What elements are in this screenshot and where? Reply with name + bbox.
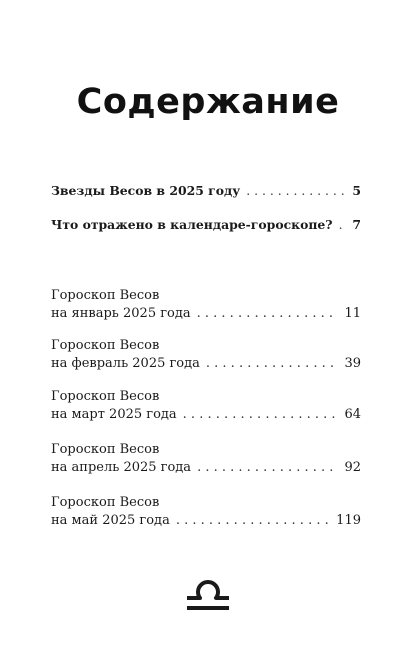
toc-page-number: 39 (344, 356, 361, 371)
toc-entry-title: Гороскоп Весов (51, 389, 160, 404)
toc-page-number: 11 (344, 306, 361, 321)
toc-entry-label: Звезды Весов в 2025 году (51, 183, 241, 198)
toc-page-number: 92 (344, 460, 361, 475)
toc-entry-april[interactable] (51, 460, 361, 475)
toc-leader-dots (246, 183, 346, 198)
toc-entry-may[interactable] (51, 513, 361, 528)
toc-leader-dots (183, 407, 339, 422)
toc-page-number: 5 (352, 183, 361, 198)
toc-entry-title: Гороскоп Весов (51, 442, 160, 457)
toc-entry-title: Гороскоп Весов (51, 495, 160, 510)
toc-entry-stars[interactable] (51, 183, 361, 198)
toc-entry-january[interactable] (51, 306, 361, 321)
toc-entry-label: на март 2025 года (51, 407, 177, 422)
toc-entry-label: на апрель 2025 года (51, 460, 192, 475)
toc-leader-dots (197, 306, 339, 321)
toc-entry-label: на май 2025 года (51, 513, 170, 528)
page-title: Содержание (76, 82, 340, 122)
toc-leader-dots (197, 460, 338, 475)
toc-entry-label: на январь 2025 года (51, 306, 191, 321)
toc-leader-dots (176, 513, 330, 528)
toc-entry-label: Что отражено в календаре-гороскопе? (51, 217, 333, 232)
toc-entry-march[interactable] (51, 407, 361, 422)
libra-zodiac-icon (183, 574, 233, 614)
toc-page-number: 119 (336, 513, 361, 528)
toc-entry-label: на февраль 2025 года (51, 356, 200, 371)
toc-entry-february[interactable] (51, 356, 361, 371)
toc-entry-title: Гороскоп Весов (51, 288, 160, 303)
toc-entry-calendar[interactable] (51, 217, 361, 232)
toc-entry-title: Гороскоп Весов (51, 338, 160, 353)
toc-page-number: 7 (352, 217, 361, 232)
toc-leader-dots (339, 217, 347, 232)
toc-leader-dots (206, 356, 339, 371)
toc-page-number: 64 (344, 407, 361, 422)
